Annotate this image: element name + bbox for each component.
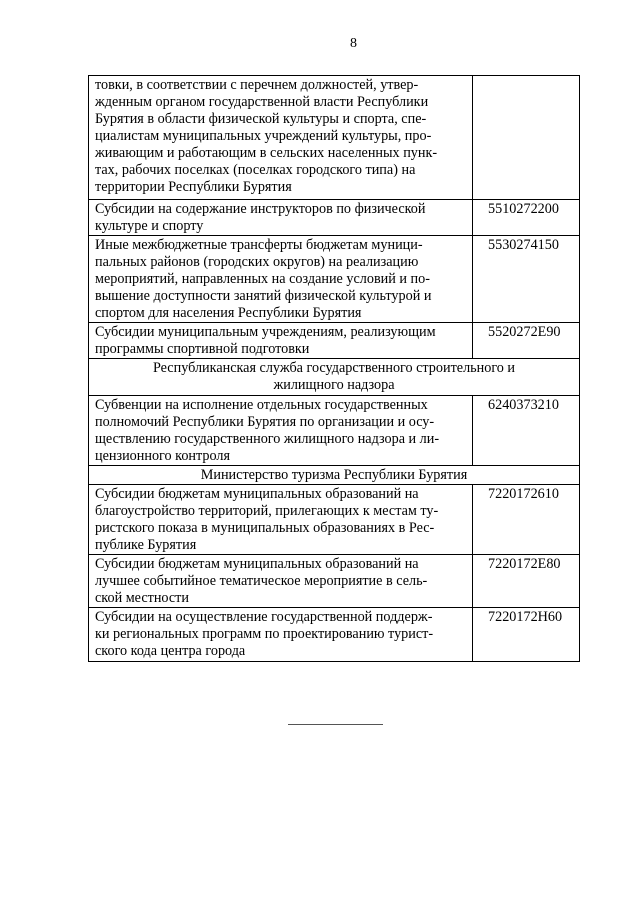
section-line: Министерство туризма Республики Бурятия <box>200 467 468 483</box>
text-line: публике Бурятия <box>95 537 197 553</box>
text-line: Иные межбюджетные трансферты бюджетам муници- <box>95 237 423 253</box>
budget-code: 7220172H60 <box>488 609 563 625</box>
text-line: живающим и работающим в сельских населенных пунк- <box>95 145 438 161</box>
code-cell <box>473 236 580 323</box>
text-line: тах, рабочих поселках (поселках городского типа) на <box>95 162 416 178</box>
text-line: программы спортивной подготовки <box>95 341 310 357</box>
code-cell <box>473 555 580 608</box>
text-line: благоустройство территорий, прилегающих к местам ту- <box>95 503 439 519</box>
code-cell <box>473 396 580 466</box>
table-row <box>89 76 580 200</box>
table-row <box>89 396 580 466</box>
code-cell <box>473 608 580 662</box>
text-line: Субсидии бюджетам муниципальных образований на <box>95 486 419 502</box>
text-line: спортом для населения Республики Бурятия <box>95 305 362 321</box>
text-line: Субсидии муниципальным учреждениям, реализующим <box>95 324 436 340</box>
budget-code: 7220172610 <box>488 486 559 502</box>
table-row <box>89 608 580 662</box>
section-row <box>89 466 580 485</box>
description-cell <box>89 200 473 236</box>
description-cell <box>89 555 473 608</box>
description-cell <box>89 396 473 466</box>
text-line: пальных районов (городских округов) на реализацию <box>95 254 419 270</box>
description-cell <box>89 608 473 662</box>
code-cell <box>473 200 580 236</box>
text-line: товки, в соответствии с перечнем должностей, утвер- <box>95 77 419 93</box>
text-line: ществлению государственного жилищного надзора и ли- <box>95 431 440 447</box>
text-line: территории Республики Бурятия <box>95 179 292 195</box>
text-line: жденным органом государственной власти Республики <box>95 94 429 110</box>
section-row <box>89 359 580 396</box>
code-cell <box>473 323 580 359</box>
text-line: мероприятий, направленных на создание условий и по- <box>95 271 430 287</box>
section-heading <box>89 466 580 485</box>
description-cell <box>89 323 473 359</box>
budget-code: 6240373210 <box>488 397 559 413</box>
table-row <box>89 485 580 555</box>
text-line: циалистам муниципальных учреждений культуры, про- <box>95 128 432 144</box>
table-row <box>89 236 580 323</box>
text-line: Субвенции на исполнение отдельных государственных <box>95 397 428 413</box>
section-line: жилищного надзора <box>273 377 395 393</box>
budget-code: 5520272E90 <box>488 324 561 340</box>
code-cell <box>473 76 580 200</box>
text-line: ристского показа в муниципальных образованиях в Рес- <box>95 520 435 536</box>
page-number: 8 <box>350 36 357 51</box>
description-cell <box>89 485 473 555</box>
text-line: Субсидии на осуществление государственной поддерж- <box>95 609 433 625</box>
description-cell <box>89 76 473 200</box>
footer-divider <box>288 724 383 725</box>
text-line: ского кода центра города <box>95 643 246 659</box>
text-line: Субсидии на содержание инструкторов по физической <box>95 201 426 217</box>
budget-codes-table <box>88 75 580 662</box>
table-row <box>89 200 580 236</box>
table-row <box>89 555 580 608</box>
text-line: ки региональных программ по проектированию турист- <box>95 626 434 642</box>
budget-code: 7220172E80 <box>488 556 561 572</box>
text-line: полномочий Республики Бурятия по организации и осу- <box>95 414 435 430</box>
text-line: Бурятия в области физической культуры и спорта, спе- <box>95 111 427 127</box>
description-cell <box>89 236 473 323</box>
budget-code: 5530274150 <box>488 237 559 253</box>
text-line: цензионного контроля <box>95 448 230 464</box>
text-line: культуре и спорту <box>95 218 204 234</box>
section-heading <box>89 359 580 396</box>
text-line: вышение доступности занятий физической культурой и <box>95 288 432 304</box>
budget-code: 5510272200 <box>488 201 559 217</box>
code-cell <box>473 485 580 555</box>
table-row <box>89 323 580 359</box>
section-line: Республиканская служба государственного строительного и <box>152 360 516 376</box>
text-line: лучшее событийное тематическое мероприятие в сель- <box>95 573 428 589</box>
text-line: Субсидии бюджетам муниципальных образований на <box>95 556 419 572</box>
text-line: ской местности <box>95 590 189 606</box>
